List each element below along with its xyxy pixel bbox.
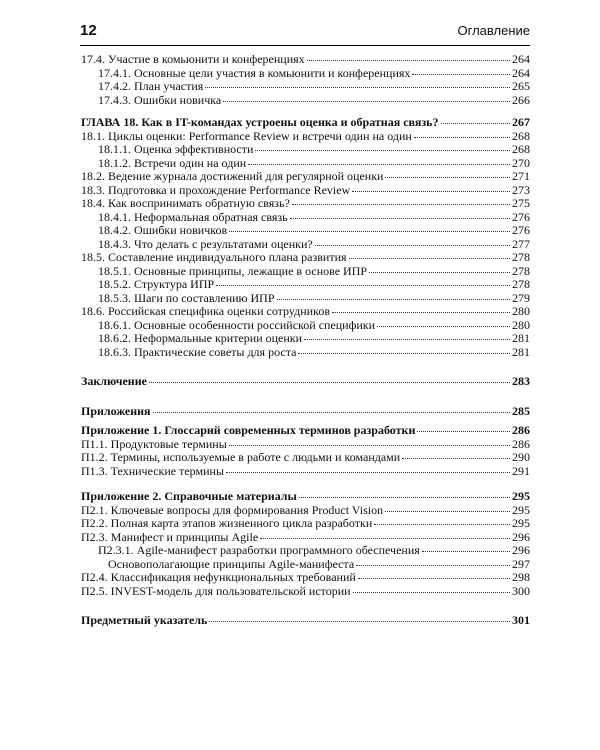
toc-entry-page: 264 xyxy=(512,52,530,66)
toc-entry xyxy=(81,319,530,333)
toc-entry-page: 283 xyxy=(512,374,530,388)
toc-entry-page: 266 xyxy=(512,92,530,107)
dot-leader xyxy=(153,411,510,413)
toc-entry xyxy=(81,517,530,531)
toc-chapter-entry xyxy=(81,405,530,419)
toc-entry-page: 301 xyxy=(512,613,530,627)
toc-entry-page: 280 xyxy=(512,317,530,332)
toc-entry-title: Основополагающие принципы Agile-манифеста xyxy=(108,556,355,571)
toc-entry xyxy=(81,251,530,265)
toc-entry-title: 17.4.2. План участия xyxy=(98,79,204,93)
toc-entry-page: 279 xyxy=(512,290,530,305)
dot-leader xyxy=(417,430,510,432)
dot-leader xyxy=(385,510,510,512)
toc-entry xyxy=(81,451,530,465)
dot-leader xyxy=(216,284,510,286)
dot-leader xyxy=(229,230,510,232)
toc-entry-title: 18.1.1. Оценка эффективности xyxy=(98,142,254,156)
toc-entry xyxy=(81,184,530,198)
toc-entry xyxy=(81,157,530,171)
dot-leader xyxy=(377,325,510,327)
toc-chapter-entry xyxy=(81,116,530,130)
toc-entry-page: 300 xyxy=(512,583,530,598)
toc-entry-title: 17.4.3. Ошибки новичка xyxy=(98,92,222,107)
dot-leader xyxy=(352,190,510,192)
table-of-contents xyxy=(81,53,530,628)
toc-entry-title: 18.6.1. Основные особенности российской специфики xyxy=(98,317,376,332)
dot-leader xyxy=(402,457,510,459)
dot-leader xyxy=(353,591,510,593)
toc-entry xyxy=(81,504,530,518)
toc-entry-page: 277 xyxy=(512,236,530,251)
toc-entry-page: 276 xyxy=(512,223,530,237)
dot-leader xyxy=(248,163,510,165)
dot-leader xyxy=(349,257,510,259)
toc-entry-page: 298 xyxy=(512,570,530,584)
dot-leader xyxy=(223,100,510,102)
dot-leader xyxy=(292,203,510,205)
toc-entry-title: П1.2. Термины, используемые в работе с людьми и командами xyxy=(81,450,401,464)
page-number: 12 xyxy=(80,21,97,39)
toc-entry-title: 18.6. Российская специфика оценки сотрудников xyxy=(81,304,330,318)
toc-entry-page: 286 xyxy=(512,423,530,437)
toc-entry-title: 18.2. Ведение журнала достижений для регулярной оценки xyxy=(81,169,384,183)
dot-leader xyxy=(304,338,510,340)
toc-chapter-entry xyxy=(81,614,530,628)
toc-entry-title: 18.5.3. Шаги по составлению ИПР xyxy=(98,290,275,305)
toc-entry-title: П2.1. Ключевые вопросы для формирования Product Vision xyxy=(81,502,384,517)
toc-entry-title: П2.5. INVEST-модель для пользовательской истории xyxy=(81,583,351,598)
toc-entry-title: П1.1. Продуктовые термины xyxy=(81,436,227,451)
toc-entry-page: 297 xyxy=(512,556,530,571)
toc-entry-page: 290 xyxy=(512,450,530,464)
toc-entry-page: 296 xyxy=(512,529,530,544)
toc-entry-title: Заключение xyxy=(81,374,147,388)
toc-entry xyxy=(81,94,530,108)
toc-chapter-entry xyxy=(81,490,530,504)
toc-entry xyxy=(81,571,530,585)
toc-entry-title: 18.4. Как воспринимать обратную связь? xyxy=(81,196,290,210)
dot-leader xyxy=(422,550,510,552)
dot-leader xyxy=(226,471,510,473)
toc-entry-page: 280 xyxy=(512,304,530,318)
dot-leader xyxy=(299,496,510,498)
toc-entry-title: 18.4.1. Неформальная обратная связь xyxy=(98,209,288,224)
toc-chapter-entry xyxy=(81,424,530,438)
toc-entry xyxy=(81,346,530,360)
dot-leader xyxy=(315,244,510,246)
toc-entry xyxy=(81,143,530,157)
toc-entry-page: 295 xyxy=(512,489,530,503)
toc-entry xyxy=(81,438,530,452)
dot-leader xyxy=(369,271,510,273)
dot-leader xyxy=(412,73,510,75)
toc-entry-title: П2.4. Классификация нефункциональных требований xyxy=(81,570,356,584)
dot-leader xyxy=(332,311,510,313)
toc-entry-page: 295 xyxy=(512,502,530,517)
toc-chapter-entry xyxy=(81,375,530,389)
toc-entry-title: Приложение 2. Справочные материалы xyxy=(81,489,297,503)
toc-entry-title: Предметный указатель xyxy=(81,613,208,627)
toc-entry xyxy=(81,292,530,306)
toc-entry-page: 281 xyxy=(512,331,530,345)
dot-leader xyxy=(229,444,510,446)
toc-entry-page: 285 xyxy=(512,403,530,418)
toc-entry-title: 18.5. Составление индивидуального плана развития xyxy=(81,250,347,264)
toc-entry-page: 278 xyxy=(512,277,530,291)
toc-entry-page: 273 xyxy=(512,182,530,197)
toc-entry-page: 270 xyxy=(512,155,530,170)
toc-entry-page: 281 xyxy=(512,344,530,359)
toc-entry-page: 275 xyxy=(512,196,530,210)
toc-entry xyxy=(81,80,530,94)
toc-entry-title: Приложения xyxy=(81,403,151,418)
toc-entry-title: Приложение 1. Глоссарий современных терминов разработки xyxy=(81,423,416,437)
dot-leader xyxy=(298,352,510,354)
dot-leader xyxy=(358,577,510,579)
dot-leader xyxy=(307,59,510,61)
toc-entry-title: 18.5.2. Структура ИПР xyxy=(98,277,215,291)
dot-leader xyxy=(277,298,510,300)
dot-leader xyxy=(441,122,510,124)
dot-leader xyxy=(260,537,510,539)
toc-entry-page: 271 xyxy=(512,169,530,183)
toc-entry-page: 264 xyxy=(512,65,530,80)
toc-entry-page: 268 xyxy=(512,128,530,143)
toc-entry xyxy=(81,558,530,572)
toc-entry xyxy=(81,531,530,545)
toc-entry-page: 265 xyxy=(512,79,530,93)
toc-entry-title: 18.5.1. Основные принципы, лежащие в основе ИПР xyxy=(98,263,368,278)
dot-leader xyxy=(290,217,510,219)
toc-entry xyxy=(81,224,530,238)
toc-entry xyxy=(81,585,530,599)
toc-entry xyxy=(81,544,530,558)
toc-entry-page: 296 xyxy=(512,543,530,557)
toc-entry xyxy=(81,67,530,81)
toc-entry xyxy=(81,278,530,292)
toc-entry-page: 278 xyxy=(512,250,530,264)
toc-entry-title: 18.1. Циклы оценки: Performance Review и встречи один на один xyxy=(81,128,412,143)
toc-entry xyxy=(81,305,530,319)
running-title: Оглавление xyxy=(457,22,530,38)
toc-entry xyxy=(81,332,530,346)
toc-entry-page: 267 xyxy=(512,115,530,129)
toc-entry-title: П2.3.1. Agile-манифест разработки программного обеспечения xyxy=(98,543,420,557)
toc-entry-title: ГЛАВА 18. Как в IT-командах устроены оценка и обратная связь? xyxy=(81,115,439,129)
dot-leader xyxy=(414,136,510,138)
toc-entry-title: П2.3. Манифест и принципы Agile xyxy=(81,529,259,544)
toc-entry xyxy=(81,130,530,144)
toc-entry-title: П1.3. Технические термины xyxy=(81,463,225,478)
dot-leader xyxy=(356,564,510,566)
toc-entry-title: 17.4.1. Основные цели участия в комьюнити и конференциях xyxy=(98,65,411,80)
toc-entry xyxy=(81,265,530,279)
toc-entry-title: 18.6.2. Неформальные критерии оценки xyxy=(98,331,303,345)
toc-entry-title: 17.4. Участие в комьюнити и конференциях xyxy=(81,52,305,66)
header-rule xyxy=(80,45,530,46)
toc-entry-title: П2.2. Полная карта этапов жизненного цикла разработки xyxy=(81,516,373,530)
running-header xyxy=(80,20,530,40)
toc-entry-title: 18.6.3. Практические советы для роста xyxy=(98,344,297,359)
toc-entry-page: 295 xyxy=(512,516,530,530)
toc-entry-page: 278 xyxy=(512,263,530,278)
dot-leader xyxy=(205,86,510,88)
dot-leader xyxy=(374,523,510,525)
toc-entry xyxy=(81,465,530,479)
dot-leader xyxy=(209,620,510,622)
toc-entry-page: 268 xyxy=(512,142,530,156)
toc-entry-title: 18.3. Подготовка и прохождение Performance Review xyxy=(81,182,351,197)
toc-entry-title: 18.1.2. Встречи один на один xyxy=(98,155,247,170)
dot-leader xyxy=(255,149,510,151)
toc-entry-page: 291 xyxy=(512,463,530,478)
toc-entry xyxy=(81,170,530,184)
toc-entry xyxy=(81,53,530,67)
dot-leader xyxy=(385,176,510,178)
toc-entry xyxy=(81,197,530,211)
toc-entry-title: 18.4.3. Что делать с результатами оценки? xyxy=(98,236,313,251)
toc-entry-title: 18.4.2. Ошибки новичков xyxy=(98,223,228,237)
dot-leader xyxy=(149,381,510,383)
toc-entry xyxy=(81,211,530,225)
toc-entry-page: 286 xyxy=(512,436,530,451)
toc-entry-page: 276 xyxy=(512,209,530,224)
toc-entry xyxy=(81,238,530,252)
